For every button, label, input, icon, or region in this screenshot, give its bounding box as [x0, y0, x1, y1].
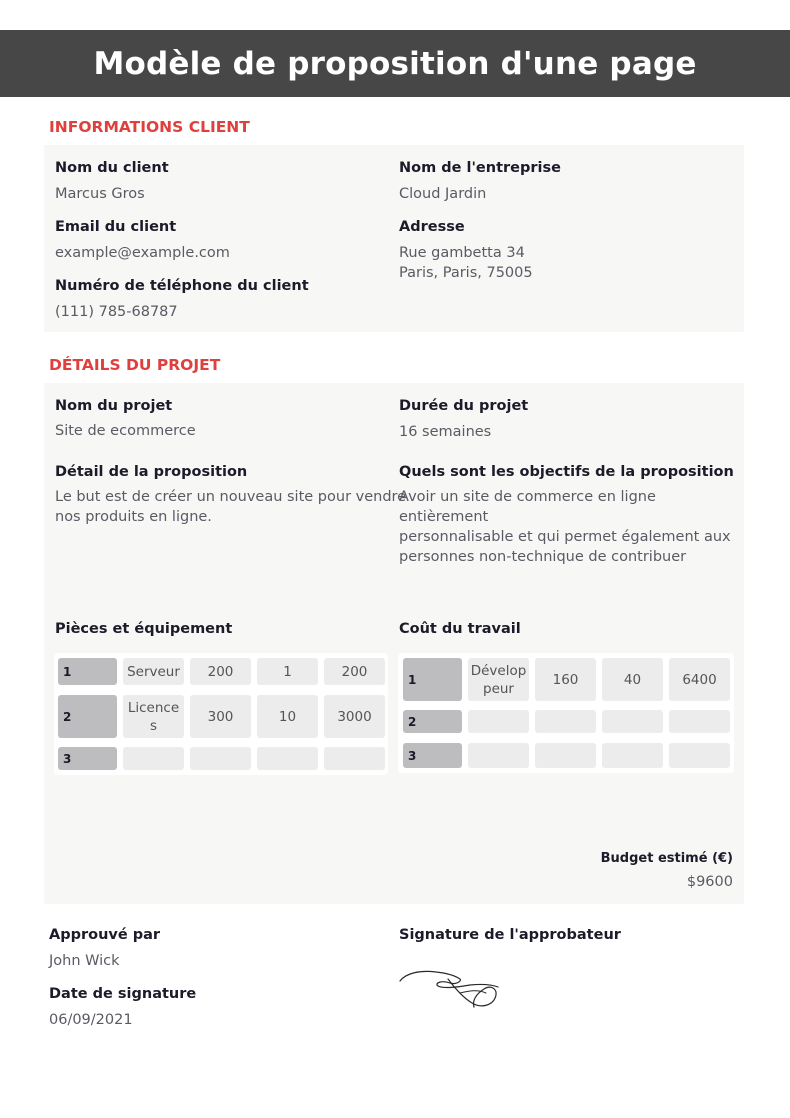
address-value: Rue gambetta 34 Paris, Paris, 75005 [399, 245, 533, 281]
signature-date-label: Date de signature [49, 986, 197, 1002]
table-cell[interactable]: 3000 [324, 695, 385, 738]
address-label: Adresse [399, 219, 465, 235]
table-cell[interactable]: 6400 [669, 658, 730, 701]
table-cell[interactable]: 200 [190, 658, 251, 685]
parts-table [54, 653, 388, 775]
company-value: Cloud Jardin [399, 186, 487, 202]
signature-image [398, 963, 508, 1013]
table-cell[interactable] [669, 743, 730, 768]
table-cell[interactable]: 10 [257, 695, 318, 738]
approved-by-value: John Wick [49, 953, 120, 969]
duration-value: 16 semaines [399, 424, 492, 440]
proposal-detail-value: Le but est de créer un nouveau site pour vendre nos produits en ligne. [55, 489, 407, 525]
client-email-label: Email du client [55, 219, 177, 235]
table-cell[interactable]: Dévelop peur [468, 658, 529, 701]
table-cell[interactable] [468, 710, 529, 733]
project-name-label: Nom du projet [55, 398, 173, 414]
table-cell[interactable]: 200 [324, 658, 385, 685]
budget-label: Budget estimé (€) [600, 851, 733, 866]
table-cell[interactable] [535, 743, 596, 768]
labor-label: Coût du travail [399, 621, 521, 637]
duration-label: Durée du projet [399, 398, 529, 414]
budget-value: $9600 [686, 874, 733, 890]
client-phone-value: (111) 785-68787 [55, 304, 178, 320]
table-cell[interactable]: Licence s [123, 695, 184, 738]
signature-date-value: 06/09/2021 [49, 1012, 133, 1028]
project-name-value: Site de ecommerce [55, 423, 196, 439]
table-cell[interactable]: 160 [535, 658, 596, 701]
client-info-panel [44, 145, 744, 332]
table-cell[interactable]: Serveur [123, 658, 184, 685]
table-cell[interactable] [324, 747, 385, 770]
proposal-detail-label: Détail de la proposition [55, 464, 248, 480]
table-cell[interactable]: 40 [602, 658, 663, 701]
proposal-goals-value: Avoir un site de commerce en ligne entièrement personnalisable et qui permet également aux personnes non-technique de contribuer [399, 489, 731, 565]
row-index: 3 [58, 747, 117, 770]
client-name-value: Marcus Gros [55, 186, 145, 202]
row-index: 3 [403, 743, 462, 768]
table-cell[interactable] [602, 710, 663, 733]
title-bar [0, 30, 790, 97]
client-phone-label: Numéro de téléphone du client [55, 278, 309, 294]
table-cell[interactable] [602, 743, 663, 768]
table-cell[interactable] [669, 710, 730, 733]
table-cell[interactable] [468, 743, 529, 768]
page-title: Modèle de proposition d'une page [93, 45, 697, 82]
row-index: 2 [58, 695, 117, 738]
row-index: 1 [58, 658, 117, 685]
client-name-label: Nom du client [55, 160, 169, 176]
labor-table [398, 653, 734, 773]
row-index: 2 [403, 710, 462, 733]
table-cell[interactable] [535, 710, 596, 733]
project-section-heading: DÉTAILS DU PROJET [49, 356, 221, 374]
project-details-panel [44, 383, 744, 904]
proposal-goals-label: Quels sont les objectifs de la proposition [399, 464, 734, 480]
table-cell[interactable]: 300 [190, 695, 251, 738]
client-section-heading: INFORMATIONS CLIENT [49, 118, 250, 136]
client-email-value: example@example.com [55, 245, 230, 261]
table-cell[interactable] [123, 747, 184, 770]
signature-label: Signature de l'approbateur [399, 927, 621, 943]
parts-label: Pièces et équipement [55, 621, 233, 637]
row-index: 1 [403, 658, 462, 701]
company-label: Nom de l'entreprise [399, 160, 561, 176]
table-cell[interactable]: 1 [257, 658, 318, 685]
table-cell[interactable] [190, 747, 251, 770]
table-cell[interactable] [257, 747, 318, 770]
approved-by-label: Approuvé par [49, 927, 161, 943]
